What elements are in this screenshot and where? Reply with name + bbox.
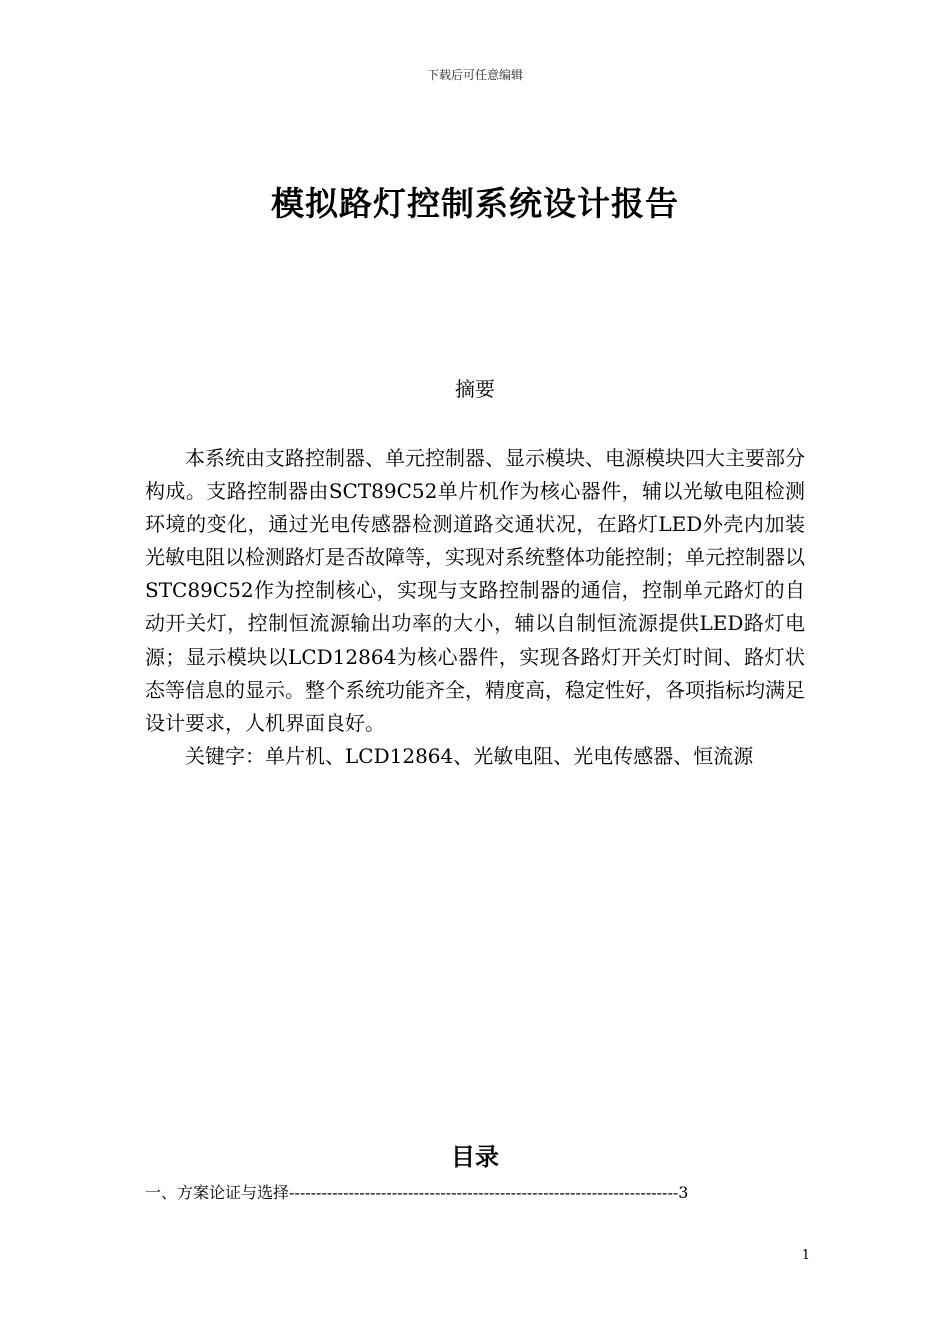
abstract-heading: 摘要 [455, 377, 495, 401]
keywords-paragraph: 关键字：单片机、LCD12864、光敏电阻、光电传感器、恒流源 [185, 743, 754, 768]
abstract-paragraph: 本系统由支路控制器、单元控制器、显示模块、电源模块四大主要部分构成。支路控制器由SCT89C52单片机作为核心器件，辅以光敏电阻检测环境的变化，通过光电传感器检测道路交通状况，在路灯LED外壳内加装光敏电阻以检测路灯是否故障等，实现对系统整体功能控制；单元控制器以STC89C52作为控制核心，实现与支路控制器的通信，控制单元路灯的自动开关灯，控制恒流源输出功率的大小，辅以自制恒流源提供LED路灯电源；显示模块以LCD12864为核心器件，实现各路灯开关灯时间、路灯状态等信息的显示。整个系统功能齐全，精度高，稳定性好，各项指标均满足设计要求，人机界面良好。 [145, 446, 805, 735]
page-number: 1 [801, 1248, 810, 1263]
abstract-body [145, 442, 805, 773]
document-title: 模拟路灯控制系统设计报告 [271, 184, 679, 223]
toc-heading: 目录 [451, 1143, 499, 1171]
toc-entry[interactable]: 一、方案论证与选择------------------------------------------------------------------------3 [145, 1183, 689, 1202]
page-header-note: 下载后可任意编辑 [426, 68, 523, 82]
